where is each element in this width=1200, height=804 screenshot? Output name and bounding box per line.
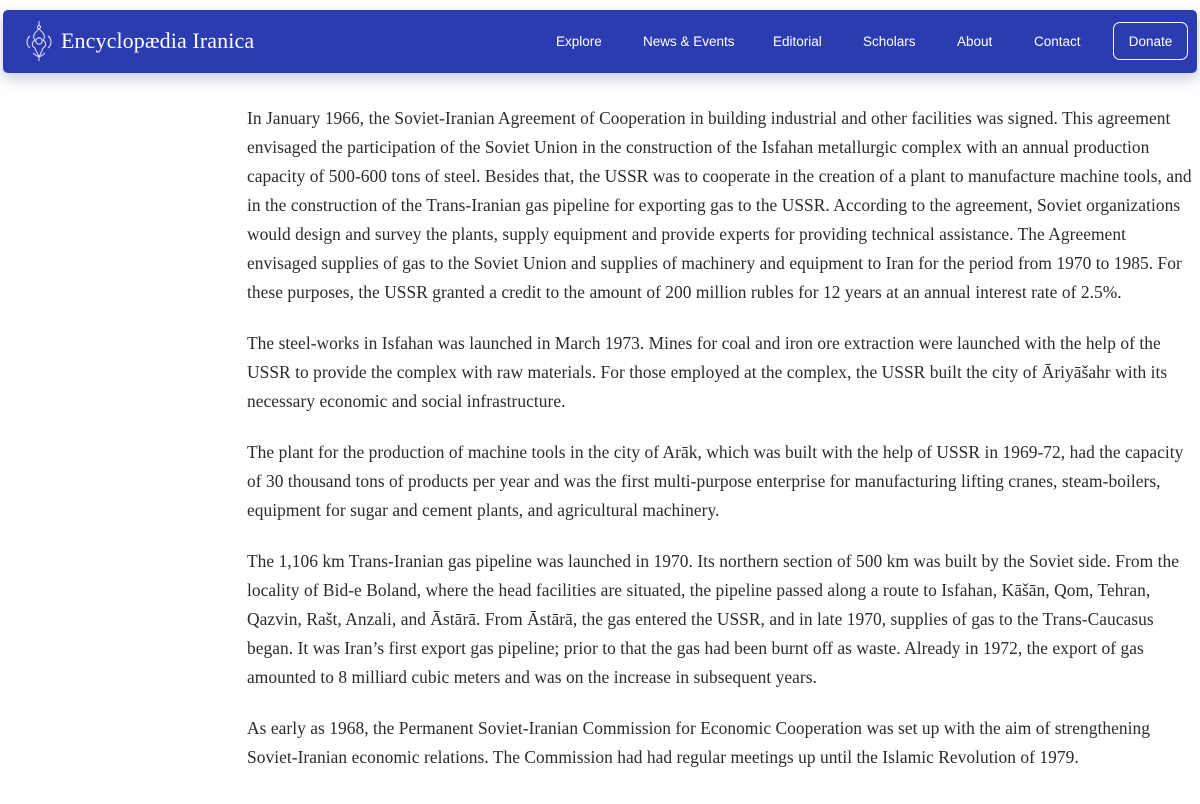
nav-news-events[interactable]: News & Events [643,34,735,49]
article-paragraph: The 1,106 km Trans-Iranian gas pipeline was launched in 1970. Its northern section of 500 km was built by the Soviet side. From the locality of Bid-e Boland, where the head facilities are situated, the pipeline passed along a route to Isfahan, Kāšān, Qom, Tehran, Qazvin, Rašt, Anzali, and Āstārā. From Āstārā, the gas entered the USSR, and in late 1970, supplies of gas to the Trans-Caucasus began. It was Iran’s first export gas pipeline; prior to that the gas had been burnt off as waste. Already in 1972, the export of gas amounted to 8 milliard cubic meters and was on the increase in subsequent years. [247,551,1179,687]
site-home-link[interactable] [23,19,254,63]
article-paragraph: In January 1966, the Soviet-Iranian Agreement of Cooperation in building industrial and other facilities was signed. This agreement envisaged the participation of the Soviet Union in the construction of the Isfahan metallurgic complex with an annual production capacity of 500-600 tons of steel. Besides that, the USSR was to cooperate in the creation of a plant to manufacture machine tools, and in the construction of the Trans-Iranian gas pipeline for exporting gas to the USSR. According to the agreement, Soviet organizations would design and survey the plants, supply equipment and provide experts for providing technical assistance. The Agreement envisaged supplies of gas to the Soviet Union and supplies of machinery and equipment to Iran for the period from 1970 to 1985. For these purposes, the USSR granted a credit to the amount of 200 million rubles for 12 years at an annual interest rate of 2.5%. [247,108,1192,302]
donate-button[interactable]: Donate [1113,22,1188,60]
site-title: Encyclopædia Iranica [61,28,255,53]
article-paragraph: As early as 1968, the Permanent Soviet-Iranian Commission for Economic Cooperation was set up with the aim of strengthening Soviet-Iranian economic relations. The Commission had had regular meetings up until the Islamic Revolution of 1979. [247,718,1151,767]
article-body [247,104,1193,794]
nav-explore[interactable]: Explore [556,34,602,49]
nav-about[interactable]: About [957,34,993,49]
nav-editorial[interactable]: Editorial [773,34,822,49]
article-paragraph: The plant for the production of machine tools in the city of Arāk, which was built with the help of USSR in 1969-72, had the capacity of 30 thousand tons of products per year and was the first multi-purpose enterprise for manufacturing lifting cranes, steam-boilers, equipment for sugar and cement plants, and agricultural machinery. [247,442,1184,520]
iranica-logo-icon [23,19,55,63]
nav-contact[interactable]: Contact [1034,34,1081,49]
nav-scholars[interactable]: Scholars [863,34,916,49]
top-navigation-bar [3,10,1197,73]
article-paragraph: The steel-works in Isfahan was launched in March 1973. Mines for coal and iron ore extraction were launched with the help of the USSR to provide the complex with raw materials. For those employed at the complex, the USSR built the city of Āriyāšahr with its necessary economic and social infrastructure. [247,333,1168,411]
